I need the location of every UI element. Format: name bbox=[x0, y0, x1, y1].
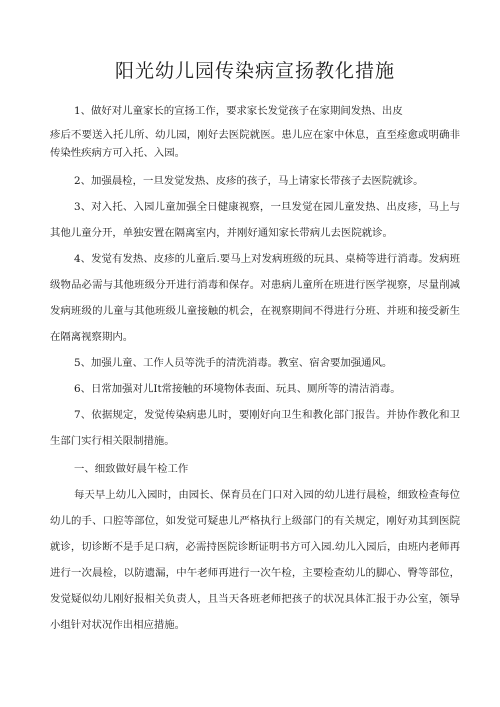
paragraph-5: 5、加强儿童、工作人员等洗手的清洗消毒。教室、宿舍要加强通风。 bbox=[74, 357, 393, 369]
paragraph-7: 7、依据规定，发觉传染病患儿时，要刚好向卫生和教化部门报告。并协作教化和卫生部门实行相关限制措施。 bbox=[50, 409, 460, 447]
paragraph-2: 2、加强晨检，一旦发觉发热、皮疹的孩子，马上请家长带孩子去医院就诊。 bbox=[74, 175, 424, 187]
section-heading: 一、细致做好晨午检工作 bbox=[74, 463, 189, 475]
paragraph-3: 3、对入托、入园儿童加强全日健康视察，一旦发觉在园儿童发热、出皮疹，马上与其他儿童分开，单独安置在隔离室内，并刚好通知家长带病儿去医院就诊。 bbox=[50, 201, 460, 239]
section-body: 每天早上幼儿入园时，由园长、保育员在门口对入园的幼儿进行晨检，细致检查每位幼儿的手、口腔等部位，如发觉可疑患儿严格执行上级部门的有关规定，刚好劝其到医院就诊，切诊断不是手足口病，必需持医院诊断证明书方可入园.幼儿入园后，由班内老师再进行一次晨检，以防遗漏，中午老师再进行一次午检，主要检查幼儿的脚心、臀等部位，发觉疑似幼儿刚好报相关负责人，且当天各班老师把孩子的状况具体汇报于办公室，领导小组针对状况作出相应措施。 bbox=[50, 489, 460, 631]
paragraph-1-continuation: 疹后不要送入托儿所、幼儿园，刚好去医院就医。患儿应在家中休息，直至痊愈或明确非传染性疾病方可入托、入园。 bbox=[50, 129, 460, 159]
paragraph-1-line-1: 1、做好对儿童家长的宣扬工作，要求家长发觉孩子在家期间发热、出皮 bbox=[74, 105, 403, 117]
page-title: 阳光幼儿园传染病宣扬教化措施 bbox=[114, 60, 395, 82]
paragraph-6: 6、日常加强对儿It常接触的环境物体表面、玩具、厕所等的清洁消毒。 bbox=[74, 383, 401, 395]
paragraph-4: 4、发觉有发热、皮疹的儿童后.要马上对发病班级的玩具、桌椅等进行消毒。发病班级物品必需与其他班级分开进行消毒和保存。对患病儿童所在班进行医学视察，尽量削减发病班级的儿童与其他班级儿童接触的机会，在视察期间不得进行分班、并班和接受新生在隔离视察期内。 bbox=[50, 253, 460, 343]
